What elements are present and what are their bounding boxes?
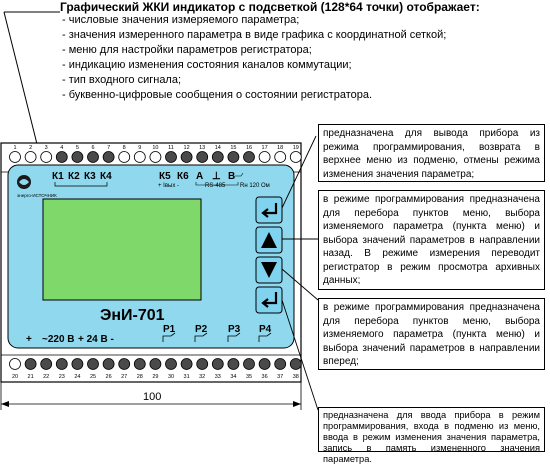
relay-label-k4: К4 — [100, 171, 112, 182]
terminal-screw — [212, 152, 223, 163]
terminal-screw — [181, 152, 192, 163]
relay-p1-label: Р1 — [163, 324, 176, 335]
terminal-screw — [244, 152, 255, 163]
terminal-screw — [290, 152, 301, 163]
terminal-screw — [88, 359, 99, 370]
dimension-label: 100 — [143, 391, 162, 403]
terminal-number: 37 — [277, 374, 284, 380]
terminal-number: 7 — [107, 145, 111, 151]
terminal-screw — [275, 359, 286, 370]
terminal-number: 10 — [152, 145, 159, 151]
terminal-screw — [259, 152, 270, 163]
terminal-number: 38 — [292, 374, 299, 380]
terminal-screw — [103, 359, 114, 370]
terminal-screw — [56, 152, 67, 163]
terminal-number: 13 — [199, 145, 206, 151]
terminal-screw — [134, 359, 145, 370]
terminal-number: 16 — [245, 145, 253, 151]
terminal-number: 36 — [261, 374, 268, 380]
relay-label-k1: К1 — [52, 171, 64, 182]
terminal-screw — [181, 359, 192, 370]
terminal-number: 6 — [91, 145, 95, 151]
list-item: - тип входного сигнала; — [62, 73, 446, 88]
list-item: - числовые значения измеряемого параметра; — [62, 13, 446, 28]
terminal-screw — [88, 152, 99, 163]
terminal-number: 25 — [89, 374, 97, 380]
terminal-number: 32 — [199, 374, 206, 380]
terminal-number: 20 — [11, 374, 19, 380]
callout-enter-button: предназначена для ввода прибора в режим программирования, входа в подменю из меню, ввода в режим изменения значения параметра, запись в память измененного значения параметра. — [318, 407, 545, 452]
terminal-number: 27 — [121, 374, 128, 380]
terminal-number: 18 — [277, 145, 284, 151]
terminal-number: 11 — [168, 145, 174, 151]
terminal-number: 33 — [214, 374, 221, 380]
terminal-number: 14 — [214, 145, 221, 151]
terminal-screw — [275, 152, 286, 163]
terminal-screw — [72, 359, 83, 370]
list-item: - буквенно-цифровые сообщения о состоянии регистратора. — [62, 88, 446, 103]
list-item: - значения измеренного параметра в виде графика с координатной сеткой; — [62, 28, 446, 43]
terminal-screw — [41, 359, 52, 370]
list-item: - индикацию изменения состояния каналов коммутации; — [62, 58, 446, 73]
terminal-number: 15 — [230, 145, 237, 151]
terminal-screw — [212, 359, 223, 370]
model-name: ЭнИ-701 — [100, 307, 165, 324]
terminal-screw — [166, 359, 177, 370]
terminal-number: 12 — [183, 145, 190, 151]
lcd-screen — [43, 199, 201, 300]
relay-p4-label: Р4 — [259, 324, 272, 335]
relay-label-k6: К6 — [177, 171, 189, 182]
terminal-number: 35 — [245, 374, 253, 380]
power-ac-label: ~220 В — [42, 334, 75, 345]
terminal-number: 31 — [183, 374, 190, 380]
terminal-number: 26 — [105, 374, 112, 380]
terminal-number: 24 — [74, 374, 81, 380]
terminal-screw — [10, 359, 21, 370]
terminal-number: 23 — [58, 374, 65, 380]
rs485-gnd-label: ⊥ — [212, 171, 221, 182]
terminal-screw — [290, 359, 301, 370]
terminal-screw — [259, 359, 270, 370]
terminal-screw — [197, 359, 208, 370]
terminal-screw — [244, 359, 255, 370]
terminal-screw — [10, 152, 21, 163]
terminal-screw — [228, 152, 239, 163]
terminal-number: 19 — [292, 145, 299, 151]
relay-label-k2: К2 — [68, 171, 80, 182]
terminal-number: 4 — [60, 145, 64, 151]
terminal-screw — [119, 152, 130, 163]
terminal-screw — [25, 359, 36, 370]
callout-down-button: в режиме программирования предназначена для перебора пунктов меню, выбора изменяемого параметра (пункта меню) и выбора значений параметров в направлении вперед; — [318, 298, 545, 370]
rs485-a-label: А — [196, 171, 204, 182]
enter-button[interactable] — [256, 287, 282, 313]
terminal-number: 22 — [43, 374, 50, 380]
iout-label: + Iвых - — [158, 183, 180, 189]
rs485-label: RS-485 — [205, 183, 226, 189]
terminal-number: 1 — [13, 145, 17, 151]
terminal-screw — [41, 152, 52, 163]
power-plus-label: + — [26, 334, 32, 345]
terminal-number: 8 — [122, 145, 126, 151]
logo-text: энерго-ИСТОЧНИК — [17, 193, 57, 198]
rn-label: Rн 120 Ом — [240, 183, 270, 189]
callout-exit-button: предназначена для вывода прибора из режима программирования, возврата в верхнее меню из подменю, отмены режима изменения значения параметра; — [318, 124, 545, 182]
terminal-number: 3 — [44, 145, 48, 151]
relay-p2-label: Р2 — [195, 324, 208, 335]
terminal-screw — [134, 152, 145, 163]
list-item: - меню для настройки параметров регистратора; — [62, 43, 446, 58]
rs485-b-label: В — [228, 171, 236, 182]
terminal-screw — [103, 152, 114, 163]
terminal-screw — [119, 359, 130, 370]
terminal-number: 29 — [152, 374, 159, 380]
terminal-screw — [72, 152, 83, 163]
terminal-screw — [228, 359, 239, 370]
exit-button[interactable] — [256, 197, 282, 223]
terminal-screw — [56, 359, 67, 370]
terminal-screw — [150, 359, 161, 370]
terminal-screw — [197, 152, 208, 163]
terminal-number: 21 — [27, 374, 34, 380]
terminal-number: 30 — [167, 374, 175, 380]
terminal-screw — [25, 152, 36, 163]
terminal-number: 28 — [136, 374, 143, 380]
terminal-screw — [150, 152, 161, 163]
power-dc-label: + 24 В - — [78, 334, 114, 345]
callout-up-button: в режиме программирования предназначена для перебора пунктов меню, выбора изменяемого параметра (пункта меню) и выбора значений параметров в направлении назад. В режиме измерения переводит регистратор в режим просмотра архивных данных; — [318, 190, 545, 290]
terminal-screw — [166, 152, 177, 163]
page-title: Графический ЖКИ индикатор с подсветкой (128*64 точки) отображает: — [60, 0, 480, 14]
relay-label-k5: К5 — [159, 171, 171, 182]
relay-label-k3: К3 — [84, 171, 96, 182]
terminal-number: 2 — [29, 145, 33, 151]
terminal-number: 5 — [75, 145, 79, 151]
terminal-number: 9 — [138, 145, 142, 151]
terminal-number: 17 — [261, 145, 268, 151]
relay-p3-label: Р3 — [228, 324, 241, 335]
terminal-number: 34 — [230, 374, 237, 380]
